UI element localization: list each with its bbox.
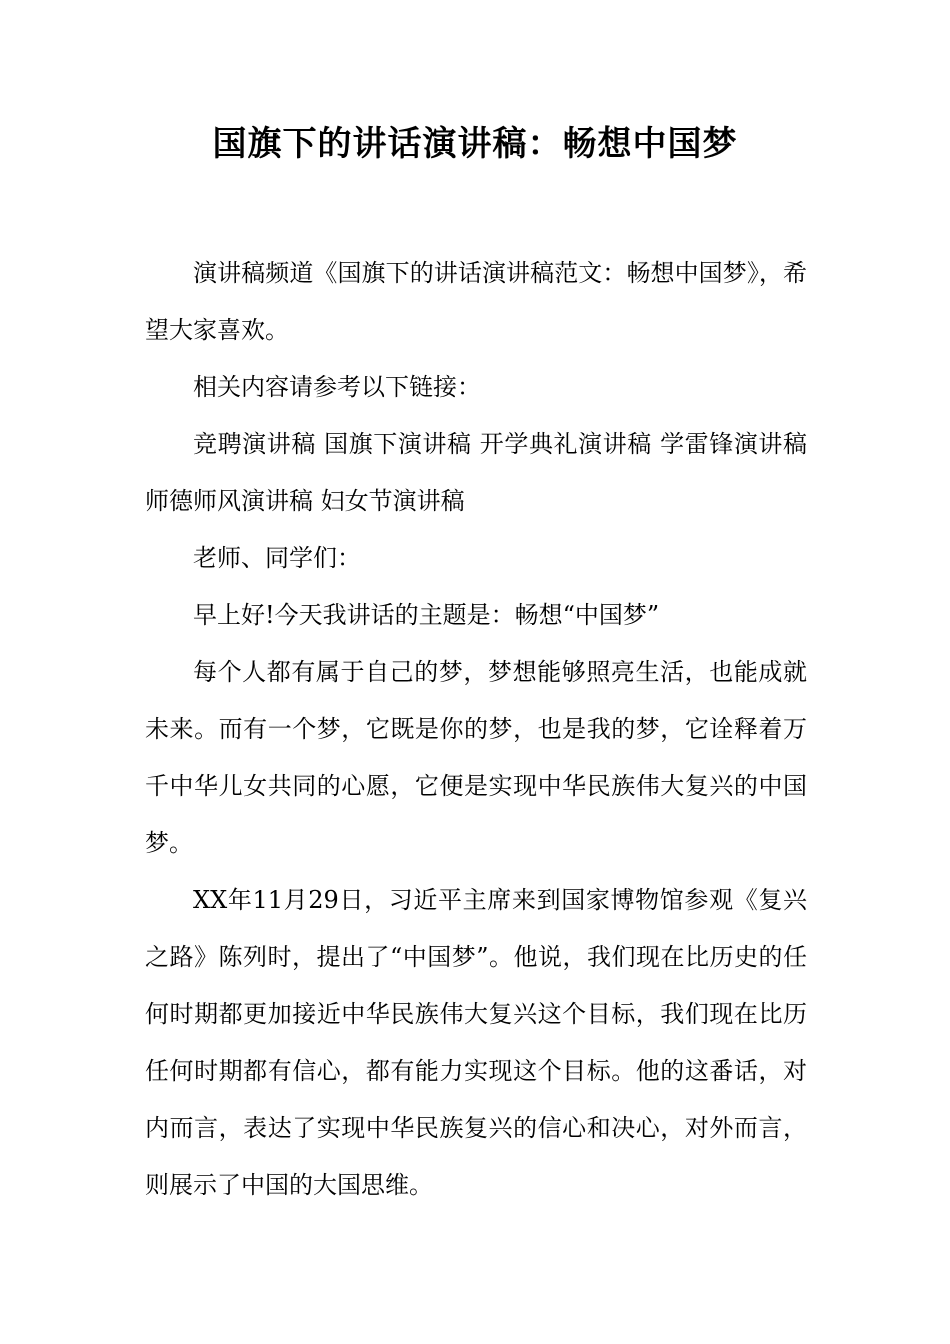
salutation: 老师、同学们： — [193, 544, 361, 572]
document-title: 国旗下的讲话演讲稿：畅想中国梦 — [212, 124, 738, 164]
greeting-paragraph: 早上好!今天我讲话的主题是：畅想“中国梦” — [193, 601, 660, 629]
body-paragraph: 每个人都有属于自己的梦，梦想能够照亮生活，也能成就未来。而有一个梦，它既是你的梦，也是我的梦，它诠释着万千中华儿女共同的心愿，它便是实现中华民族伟大复兴的中国梦。 — [145, 658, 807, 857]
intro-paragraph: 演讲稿频道《国旗下的讲话演讲稿范文：畅想中国梦》，希望大家喜欢。 — [145, 259, 807, 344]
document-body — [145, 245, 807, 1214]
body-paragraph: XX年11月29日，习近平主席来到国家博物馆参观《复兴之路》陈列时，提出了“中国梦”。他说，我们现在比历史的任何时期都更加接近中华民族伟大复兴这个目标，我们现在比历任何时期都有信心，都有能力实现这个目标。他的这番话，对内而言，表达了实现中华民族复兴的信心和决心，对外而言，则展示了中国的大国思维。 — [145, 886, 807, 1199]
related-links-list: 竞聘演讲稿 国旗下演讲稿 开学典礼演讲稿 学雷锋演讲稿 师德师风演讲稿 妇女节演讲稿 — [145, 430, 807, 515]
related-links-heading: 相关内容请参考以下链接： — [193, 373, 481, 401]
